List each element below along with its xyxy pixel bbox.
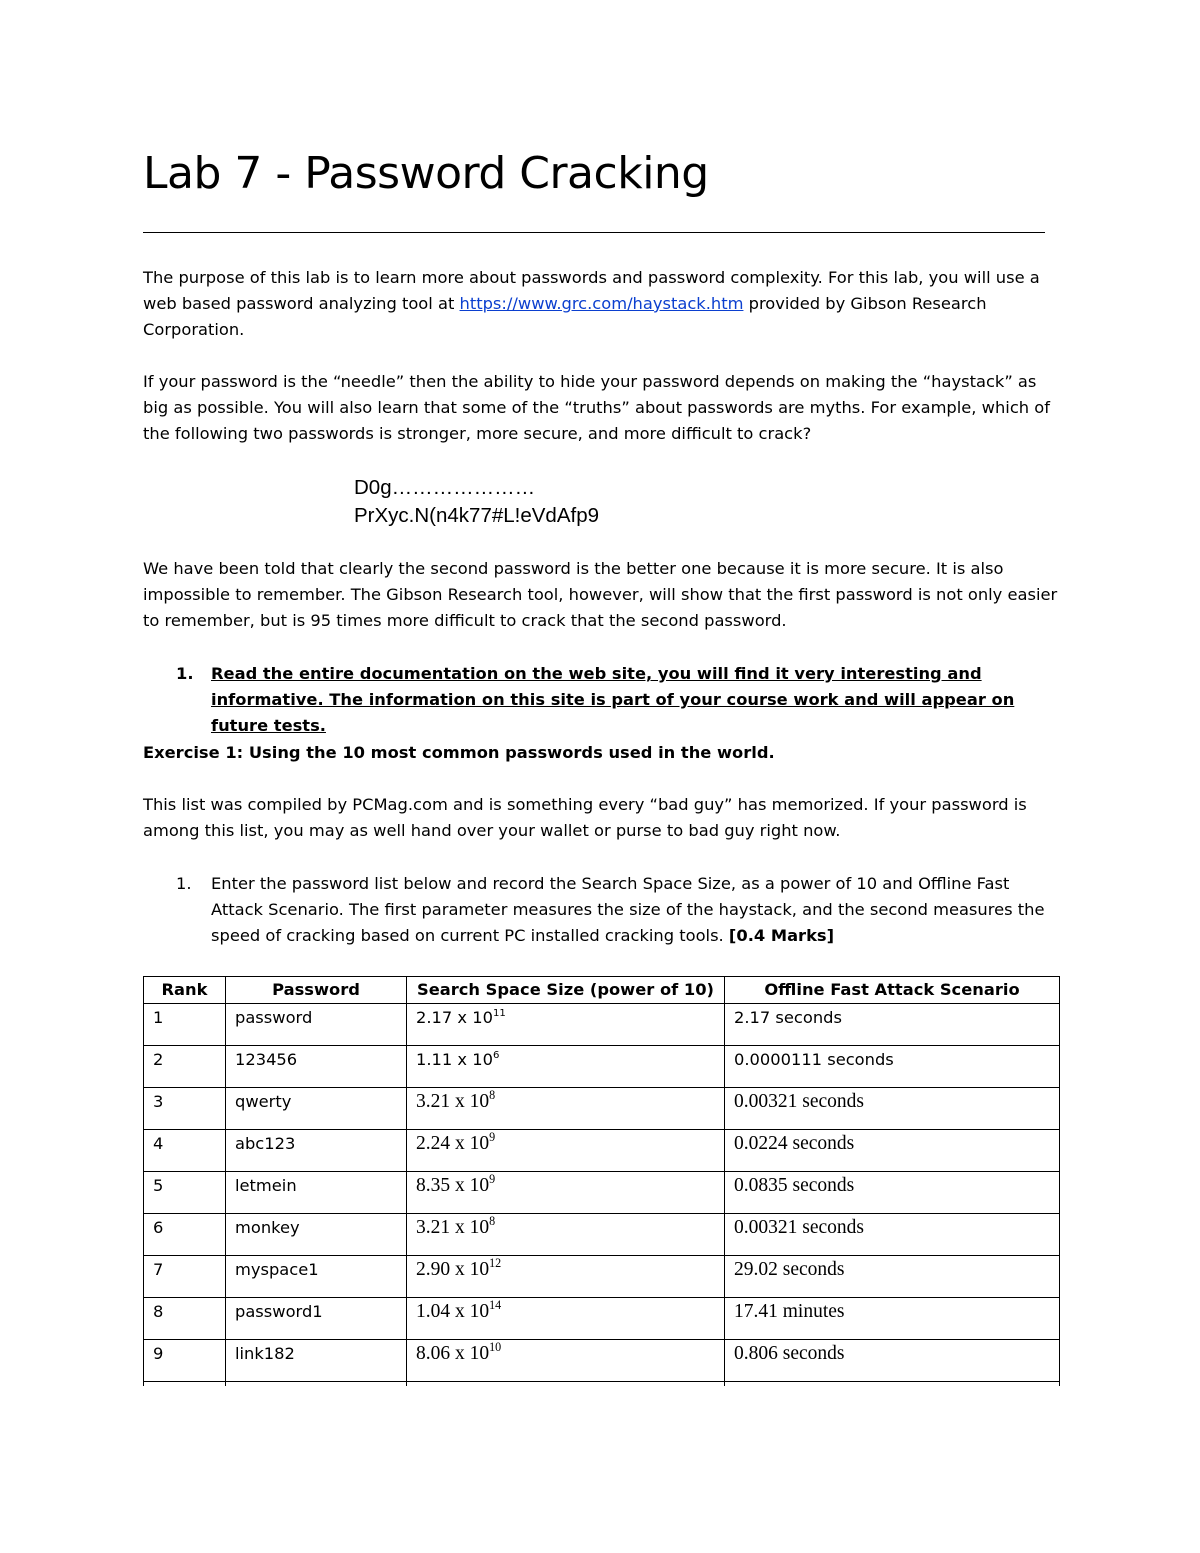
password-cell: password xyxy=(226,1004,407,1046)
search-space-exponent: 14 xyxy=(489,1297,502,1312)
password-cell: qwerty xyxy=(226,1088,407,1130)
search-space-mantissa: 8.06 x 10 xyxy=(416,1343,490,1364)
rank-cell: 1 xyxy=(144,1004,226,1046)
table-row xyxy=(144,1172,1060,1214)
password-table xyxy=(143,976,1060,1386)
search-space-cell xyxy=(407,1088,725,1130)
password-example-2: PrXyc.N(n4k77#L!eVdAfp9 xyxy=(354,504,599,527)
password-cell: password1 xyxy=(226,1298,407,1340)
intro-text: The purpose of this lab is to learn more about passwords and password complexity. For this lab, you will use a web based password analyzing tool at xyxy=(143,268,1040,313)
rank-cell: 8 xyxy=(144,1298,226,1340)
title-divider xyxy=(143,232,1045,233)
list-item-documentation xyxy=(176,661,1056,735)
search-space-exponent: 12 xyxy=(489,1255,502,1270)
exercise-heading: Exercise 1: Using the 10 most common passwords used in the world. xyxy=(143,743,775,762)
offline-attack-cell: 17.41 minutes xyxy=(725,1298,1060,1340)
table-body xyxy=(144,1004,1060,1387)
table-row xyxy=(144,1004,1060,1046)
search-space-exponent: 8 xyxy=(489,1213,496,1228)
password-example-1: D0g………………… xyxy=(354,476,536,499)
password-cell: myspace1 xyxy=(226,1256,407,1298)
search-space-exponent: 8 xyxy=(489,1087,496,1102)
empty-cell xyxy=(144,1382,226,1387)
header-rank: Rank xyxy=(144,977,226,1004)
header-search-space: Search Space Size (power of 10) xyxy=(407,977,725,1004)
search-space-exponent: 6 xyxy=(492,1049,500,1061)
table-row xyxy=(144,1256,1060,1298)
offline-attack-cell: 0.0224 seconds xyxy=(725,1130,1060,1172)
documentation-instruction: Read the entire documentation on the web site, you will find it very interesting and informative. The information on this site is part of your course work and will appear on future tests. xyxy=(211,664,1015,735)
offline-attack-cell: 0.00321 seconds xyxy=(725,1088,1060,1130)
table-row xyxy=(144,1340,1060,1382)
search-space-cell xyxy=(407,1340,725,1382)
table-row xyxy=(144,1130,1060,1172)
table-header-row xyxy=(144,977,1060,1004)
password-cell: link182 xyxy=(226,1340,407,1382)
offline-attack-cell: 2.17 seconds xyxy=(725,1004,1060,1046)
offline-attack-cell: 0.0000111 seconds xyxy=(725,1046,1060,1088)
rank-cell: 4 xyxy=(144,1130,226,1172)
table-row xyxy=(144,1088,1060,1130)
search-space-cell xyxy=(407,1172,725,1214)
search-space-exponent: 10 xyxy=(489,1339,502,1354)
rank-cell: 7 xyxy=(144,1256,226,1298)
header-password: Password xyxy=(226,977,407,1004)
search-space-exponent: 11 xyxy=(492,1007,506,1019)
offline-attack-cell: 0.806 seconds xyxy=(725,1340,1060,1382)
empty-cell xyxy=(407,1382,725,1387)
search-space-cell xyxy=(407,1004,725,1046)
password-cell: letmein xyxy=(226,1172,407,1214)
table-row-continued xyxy=(144,1382,1060,1387)
intro-text-end: provided by Gibson Research Corporation. xyxy=(143,294,987,339)
rank-cell: 9 xyxy=(144,1340,226,1382)
rank-cell: 3 xyxy=(144,1088,226,1130)
haystack-link[interactable]: https://www.grc.com/haystack.htm xyxy=(459,294,744,313)
search-space-mantissa: 2.17 x 10 xyxy=(416,1008,493,1027)
explanation-paragraph: We have been told that clearly the second password is the better one because it is more secure. It is also impossible to remember. The Gibson Research tool, however, will show that the first password is not only easier to remember, but is 95 times more difficult to crack that the second password. xyxy=(143,559,1058,630)
search-space-mantissa: 1.04 x 10 xyxy=(416,1301,490,1322)
password-cell: abc123 xyxy=(226,1130,407,1172)
password-cell: monkey xyxy=(226,1214,407,1256)
search-space-cell xyxy=(407,1214,725,1256)
rank-cell: 6 xyxy=(144,1214,226,1256)
rank-cell: 5 xyxy=(144,1172,226,1214)
search-space-exponent: 9 xyxy=(489,1129,496,1144)
search-space-cell xyxy=(407,1130,725,1172)
pcmag-paragraph: This list was compiled by PCMag.com and is something every “bad guy” has memorized. If your password is among this list, you may as well hand over your wallet or purse to bad guy right now. xyxy=(143,795,1027,840)
search-space-cell xyxy=(407,1256,725,1298)
search-space-mantissa: 3.21 x 10 xyxy=(416,1091,490,1112)
offline-attack-cell: 29.02 seconds xyxy=(725,1256,1060,1298)
offline-attack-cell: 0.0835 seconds xyxy=(725,1172,1060,1214)
empty-cell xyxy=(226,1382,407,1387)
search-space-cell xyxy=(407,1298,725,1340)
intro-paragraph xyxy=(143,265,1058,343)
needle-paragraph: If your password is the “needle” then the ability to hide your password depends on making the “haystack” as big as possible. You will also learn that some of the “truths” about passwords are myths. For example, which of the following two passwords is stronger, more secure, and more difficult to crack? xyxy=(143,372,1050,443)
search-space-mantissa: 2.90 x 10 xyxy=(416,1259,490,1280)
marks-label: [0.4 Marks] xyxy=(728,926,835,945)
rank-cell: 2 xyxy=(144,1046,226,1088)
search-space-cell xyxy=(407,1046,725,1088)
search-space-mantissa: 8.35 x 10 xyxy=(416,1175,490,1196)
instruction-text xyxy=(211,871,1061,949)
search-space-mantissa: 3.21 x 10 xyxy=(416,1217,490,1238)
header-offline-attack: Offline Fast Attack Scenario xyxy=(725,977,1060,1004)
table-row xyxy=(144,1298,1060,1340)
search-space-mantissa: 1.11 x 10 xyxy=(416,1050,493,1069)
table-row xyxy=(144,1046,1060,1088)
password-cell: 123456 xyxy=(226,1046,407,1088)
search-space-exponent: 9 xyxy=(489,1171,496,1186)
search-space-mantissa: 2.24 x 10 xyxy=(416,1133,490,1154)
table-row xyxy=(144,1214,1060,1256)
list-item-instructions xyxy=(176,871,1056,949)
instruction-body: Enter the password list below and record the Search Space Size, as a power of 10 and Offline Fast Attack Scenario. The first parameter measures the size of the haystack, and the second measures the speed of cracking based on current PC installed cracking tools. xyxy=(211,874,1045,945)
list-number: 1. xyxy=(176,664,194,683)
page-title: Lab 7 - Password Cracking xyxy=(143,148,709,199)
empty-cell xyxy=(725,1382,1060,1387)
list-number: 1. xyxy=(176,874,192,893)
offline-attack-cell: 0.00321 seconds xyxy=(725,1214,1060,1256)
